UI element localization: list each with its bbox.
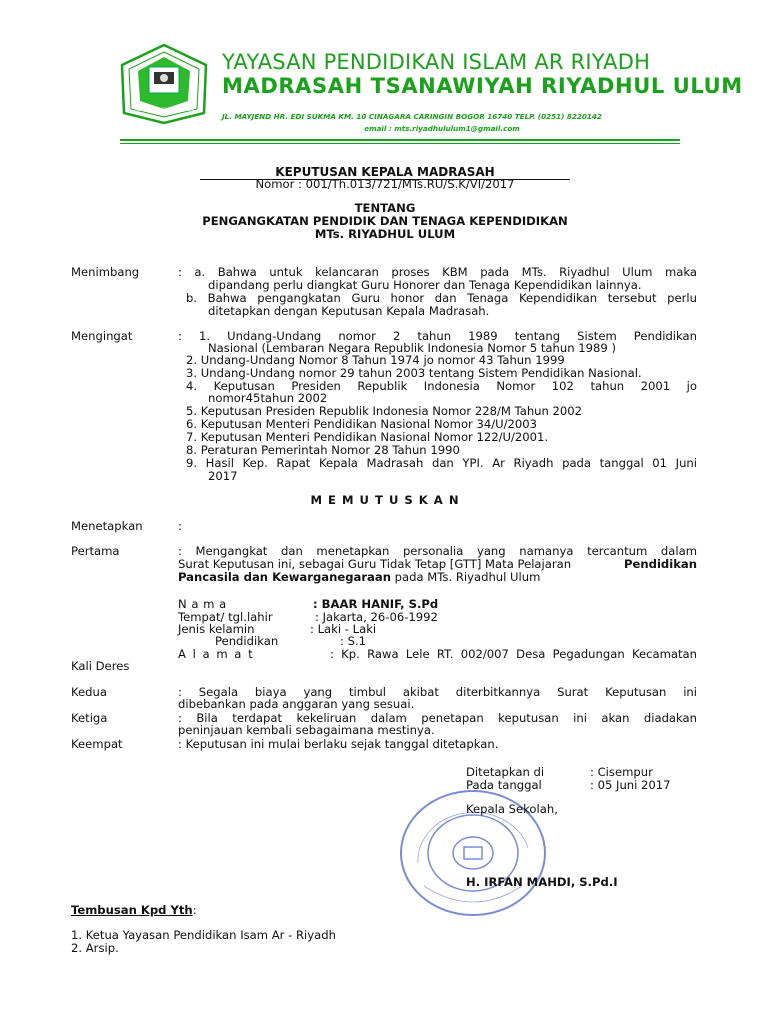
mengingat-4a: 4. Keputusan Presiden Republik Indonesia Nomor 102 tahun 2001 jo <box>186 379 697 393</box>
menimbang-b-1: b. Bahwa pengangkatan Guru honor dan Tenaga Kependidikan tersebut perlu <box>186 291 697 305</box>
mengingat-1b: Nasional (Lembaran Negara Republik Indonesia Nomor 5 tahun 1989 ) <box>208 341 616 355</box>
decree-heading: KEPUTUSAN KEPALA MADRASAH <box>275 165 495 179</box>
tanggal-label: Pada tanggal <box>466 778 542 792</box>
jk-value: : Laki - Laki <box>310 622 377 636</box>
keempat-label: Keempat <box>71 737 123 751</box>
menimbang-label: Menimbang <box>71 265 140 279</box>
school-name: MADRASAH TSANAWIYAH RIYADHUL ULUM <box>222 74 743 98</box>
mengingat-3: 3. Undang-Undang nomor 29 tahun 2003 tentang Sistem Pendidikan Nasional. <box>186 366 642 380</box>
menetapkan-colon: : <box>178 519 182 533</box>
menetapkan-label: Menetapkan <box>71 519 143 533</box>
keempat-line-1: : Keputusan ini mulai berlaku sejak tanggal ditetapkan. <box>178 737 499 751</box>
nama-value: : BAAR HANIF, S.Pd <box>313 597 439 611</box>
mengingat-9b: 2017 <box>208 469 238 483</box>
alamat-continued: Kali Deres <box>71 659 130 673</box>
jk-label: Jenis kelamin <box>178 622 255 636</box>
ttl-value: : Jakarta, 26-06-1992 <box>315 610 438 624</box>
school-email: email : mts.riyadhululum1@gmail.com <box>364 124 520 133</box>
alamat-value: : Kp. Rawa Lele RT. 002/007 Desa Pegadungan Kecamatan <box>330 647 697 661</box>
mengingat-6: 6. Keputusan Menteri Pendidikan Nasional Nomor 34/U/2003 <box>186 417 538 431</box>
ketiga-line-2: peninjauan kembali sebagaimana mestinya. <box>178 723 435 737</box>
memutuskan-heading: M E M U T U S K A N <box>310 493 460 507</box>
mengingat-4b: nomor45tahun 2002 <box>208 391 328 405</box>
ketiga-line-1: : Bila terdapat kekeliruan dalam penetapan keputusan ini akan diadakan <box>178 711 697 725</box>
school-address: JL. MAYJEND HR. EDI SUKMA KM. 10 CINAGARA CARINGIN BOGOR 16740 TELP. (0251) 8220142 <box>222 112 602 121</box>
tembusan-item-2: 2. Arsip. <box>71 941 119 955</box>
pertama-line-1: : Mengangkat dan menetapkan personalia yang namanya tercantum dalam <box>178 544 697 558</box>
ttl-label: Tempat/ tgl.lahir <box>178 610 273 624</box>
mengingat-8: 8. Peraturan Pemerintah Nomor 28 Tahun 1990 <box>186 443 460 457</box>
school-logo <box>118 43 210 125</box>
mengingat-1a: : 1. Undang-Undang nomor 2 tahun 1989 tentang Sistem Pendidikan <box>178 329 697 343</box>
signatory-name: H. IRFAN MAHDI, S.Pd.I <box>466 875 618 889</box>
org-name: YAYASAN PENDIDIKAN ISLAM AR RIYADH <box>222 50 651 74</box>
subject-line-2: MTs. RIYADHUL ULUM <box>314 227 456 241</box>
header-rule-top <box>120 139 680 141</box>
tembusan-title-text: Tembusan Kpd Yth <box>71 903 193 917</box>
header-rule-bottom <box>120 143 680 144</box>
kedua-label: Kedua <box>71 685 107 699</box>
mengingat-2: 2. Undang-Undang Nomor 8 Tahun 1974 jo nomor 43 Tahun 1999 <box>186 353 565 367</box>
ketiga-label: Ketiga <box>71 711 108 725</box>
tentang: TENTANG <box>354 201 416 215</box>
kedua-line-1: : Segala biaya yang timbul akibat diterbitkannya Surat Keputusan ini <box>178 685 697 699</box>
tanggal-value: : 05 Juni 2017 <box>590 778 671 792</box>
pertama-line-3-text: pada MTs. Riyadhul Ulum <box>390 570 541 584</box>
kepala-sekolah: Kepala Sekolah, <box>466 802 558 816</box>
pertama-line-3 <box>178 571 540 584</box>
nama-label: N a m a <box>178 597 227 611</box>
decree-number: Nomor : 001/Th.013/721/MTs.RU/S.K/VI/2017 <box>255 177 515 191</box>
pertama-line-2-bold: Pendidikan <box>624 557 697 571</box>
tembusan-item-1: 1. Ketua Yayasan Pendidikan Isam Ar - Riyadh <box>71 928 336 942</box>
pertama-line-3-bold: Pancasila dan Kewarganegaraan <box>178 570 391 584</box>
mengingat-5: 5. Keputusan Presiden Republik Indonesia Nomor 228/M Tahun 2002 <box>186 404 583 418</box>
kedua-line-2: dibebankan pada anggaran yang sesuai. <box>178 697 415 711</box>
mengingat-9a: 9. Hasil Kep. Rapat Kepala Madrasah dan YPI. Ar Riyadh pada tanggal 01 Juni <box>186 456 697 470</box>
tembusan-colon: : <box>192 903 197 917</box>
pertama-line-2-text: Surat Keputusan ini, sebagai Guru Tidak Tetap [GTT] Mata Pelajaran <box>178 557 572 571</box>
mengingat-label: Mengingat <box>71 329 133 343</box>
alamat-label: A l a m a t <box>178 647 255 661</box>
menimbang-a-1: : a. Bahwa untuk kelancaran proses KBM pada MTs. Riyadhul Ulum maka <box>178 265 697 279</box>
subject-line-1: PENGANGKATAN PENDIDIK DAN TENAGA KEPENDIDIKAN <box>202 214 568 228</box>
pertama-label: Pertama <box>71 544 120 558</box>
svg-text:CINEMPUR CARINGIN - BOGOR: CINEMPUR CARINGIN - BOGOR <box>133 107 195 112</box>
pendidikan-label: Pendidikan <box>215 634 279 648</box>
mengingat-7: 7. Keputusan Menteri Pendidikan Nasional Nomor 122/U/2001. <box>186 430 549 444</box>
ditetapkan-label: Ditetapkan di <box>466 765 545 779</box>
pendidikan-value: : S.1 <box>340 634 367 648</box>
ditetapkan-value: : Cisempur <box>590 765 653 779</box>
tembusan-title <box>71 904 197 917</box>
menimbang-b-2: ditetapkan dengan Keputusan Kepala Madrasah. <box>208 304 490 318</box>
menimbang-a-2: dipandang perlu diangkat Guru Honorer dan Tenaga Kependidikan lainnya. <box>208 278 642 292</box>
